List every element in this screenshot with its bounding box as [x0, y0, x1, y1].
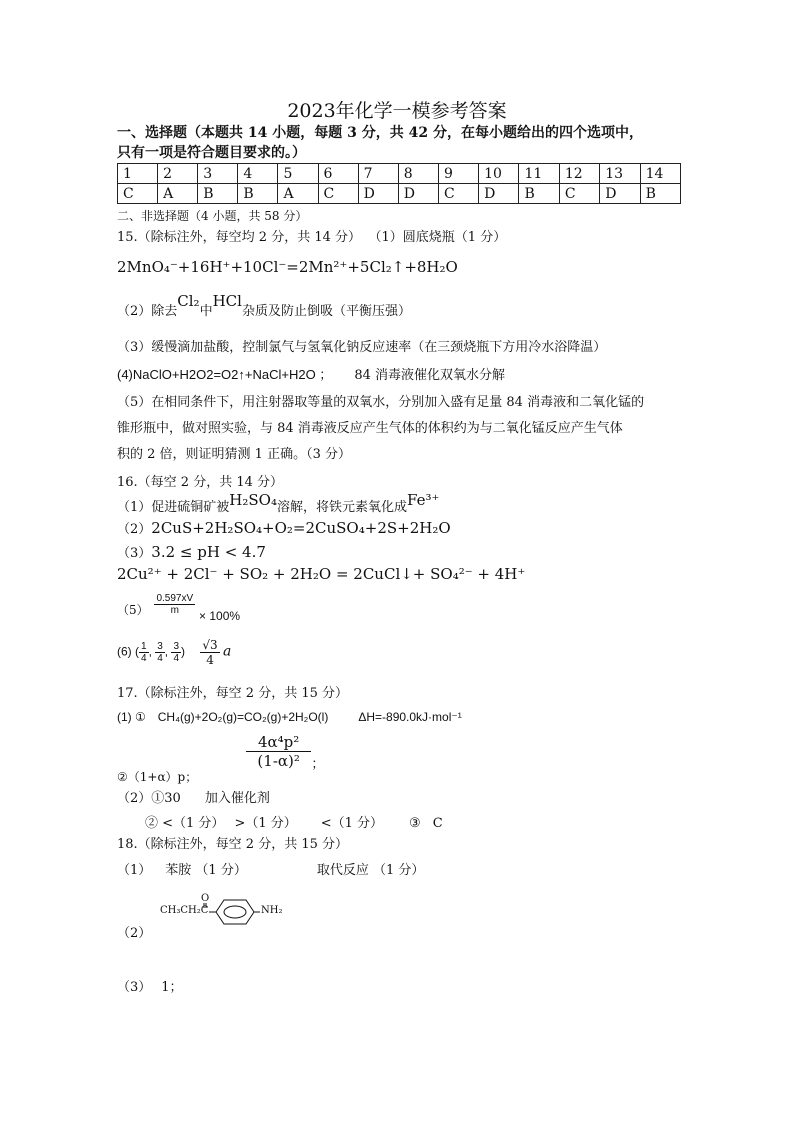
question-number-cell: 6 [318, 164, 358, 184]
answer-cell: A [278, 184, 318, 204]
answer-cell: A [158, 184, 198, 204]
q16-part3: （3）3.2 ≤ pH < 4.7 [117, 543, 266, 561]
q17-part2-comparisons: ② <（1 分） >（1 分） <（1 分） ③ C [145, 816, 443, 831]
q17-header: 17.（除标注外，每空 2 分，共 15 分） [117, 686, 349, 701]
question-number-cell: 8 [398, 164, 438, 184]
q15-part5-line3: 积的 2 倍，则证明猜测 1 正确。（3 分） [117, 447, 351, 462]
q18-part3: （3） 1； [117, 980, 183, 995]
q16-ionic-equation: 2Cu²⁺ + 2Cl⁻ + SO₂ + 2H₂O = 2CuCl↓+ SO₄²⁻ + 4H⁺ [117, 565, 526, 583]
q15-part3: （3）缓慢滴加盐酸，控制氯气与氢氧化钠反应速率（在三颈烧瓶下方用冷水浴降温） [117, 340, 607, 355]
question-number-cell: 7 [358, 164, 398, 184]
q15-equation: 2MnO₄⁻+16H⁺+10Cl⁻=2Mn²⁺+5Cl₂↑+8H₂O [117, 258, 458, 276]
section2-heading: 二、非选择题（4 小题，共 58 分） [117, 209, 308, 223]
answer-cell: D [358, 184, 398, 204]
q15-header: 15.（除标注外，每空均 2 分，共 14 分） （1）圆底烧瓶（1 分） [117, 230, 507, 245]
question-number-cell: 1 [118, 164, 158, 184]
section1-heading-line2: 只有一项是符合题目要求的。） [117, 144, 306, 160]
answer-table [117, 163, 681, 204]
answer-cell: D [398, 184, 438, 204]
q17-part2: （2）①30 加入催化剂 [117, 791, 270, 806]
q15-part2: （2）除去Cl₂中HCl杂质及防止倒吸（平衡压强） [117, 292, 411, 319]
answer-cell: C [559, 184, 599, 204]
q17-kp-expression: $\frac{\text{4α⁴p²}}{\text{(1-α)²}}$ $_;$ [246, 733, 324, 770]
question-number-cell: 9 [438, 164, 478, 184]
question-number-cell: 11 [519, 164, 559, 184]
question-number-cell: 14 [640, 164, 680, 184]
q15-part5-line2: 锥形瓶中，做对照实验，与 84 消毒液反应产生气体的体积约为与二氧化锰反应产生气体 [117, 421, 623, 436]
question-number-cell: 3 [198, 164, 238, 184]
benzene-ring-structure [196, 895, 266, 931]
q18-header: 18.（除标注外，每空 2 分，共 15 分） [117, 837, 349, 852]
question-number-cell: 10 [479, 164, 519, 184]
question-number-cell: 4 [238, 164, 278, 184]
section1-heading: 一、选择题（本题共 14 小题，每题 3 分，共 42 分，在每小题给出的四个选项中， [117, 124, 643, 141]
answer-cell: B [519, 184, 559, 204]
answer-cell: C [318, 184, 358, 204]
q16-part6: (6) ( $\frac{1}{4}$ , $\frac{3}{4}$ , $\frac{3}{4}$ ) $\frac{√3}{4}$ a [117, 638, 232, 667]
question-number-cell: 13 [600, 164, 640, 184]
answer-cell: C [438, 184, 478, 204]
q15-part5-line1: （5）在相同条件下，用注射器取等量的双氧水，分别加入盛有足量 84 消毒液和二氧化锰的 [117, 395, 645, 410]
struct-carbonyl-oxygen: O [201, 893, 210, 904]
answer-cell: B [198, 184, 238, 204]
question-number-cell: 12 [559, 164, 599, 184]
q16-part5-fraction: $\frac{0.597xV}{m}$ [156, 593, 194, 616]
q16-part2: （2）2CuS+2H₂SO₄+O₂=2CuSO₄+2S+2H₂O [117, 519, 451, 537]
question-number-cell: 5 [278, 164, 318, 184]
answer-cell: B [238, 184, 278, 204]
q15-part4: (4)NaClO+H2O2=O2↑+NaCl+H2O ； 84 消毒液催化双氧水分解 [117, 367, 505, 383]
page-title: 2023年化学一模参考答案 [287, 100, 507, 122]
answer-cell: C [118, 184, 158, 204]
table-row-answers [118, 184, 681, 204]
q17-part1: (1) ① CH₄(g)+2O₂(g)=CO₂(g)+2H₂O(l) ΔH=-890.0kJ·mol⁻¹ [117, 710, 462, 724]
q18-part2-label: （2） [117, 926, 152, 941]
answer-cell: D [600, 184, 640, 204]
struct-left-group: CH₃CH₂C [160, 905, 209, 916]
answer-cell: B [640, 184, 680, 204]
q16-header: 16.（每空 2 分，共 14 分） [117, 475, 284, 490]
q16-part5: （5） $\frac{0.597xV}{m}$ × 100% [117, 593, 241, 623]
struct-amino-group: NH₂ [261, 905, 283, 916]
q16-part1: （1）促进硫铜矿被H₂SO₄溶解，将铁元素氧化成Fe³⁺ [117, 491, 440, 515]
answer-cell: D [479, 184, 519, 204]
q17-part1b-label: ②（1+α）p； [117, 770, 198, 784]
question-number-cell: 2 [158, 164, 198, 184]
table-row-numbers [118, 164, 681, 184]
q18-part1: （1） 苯胺 （1 分） 取代反应 （1 分） [117, 863, 425, 878]
